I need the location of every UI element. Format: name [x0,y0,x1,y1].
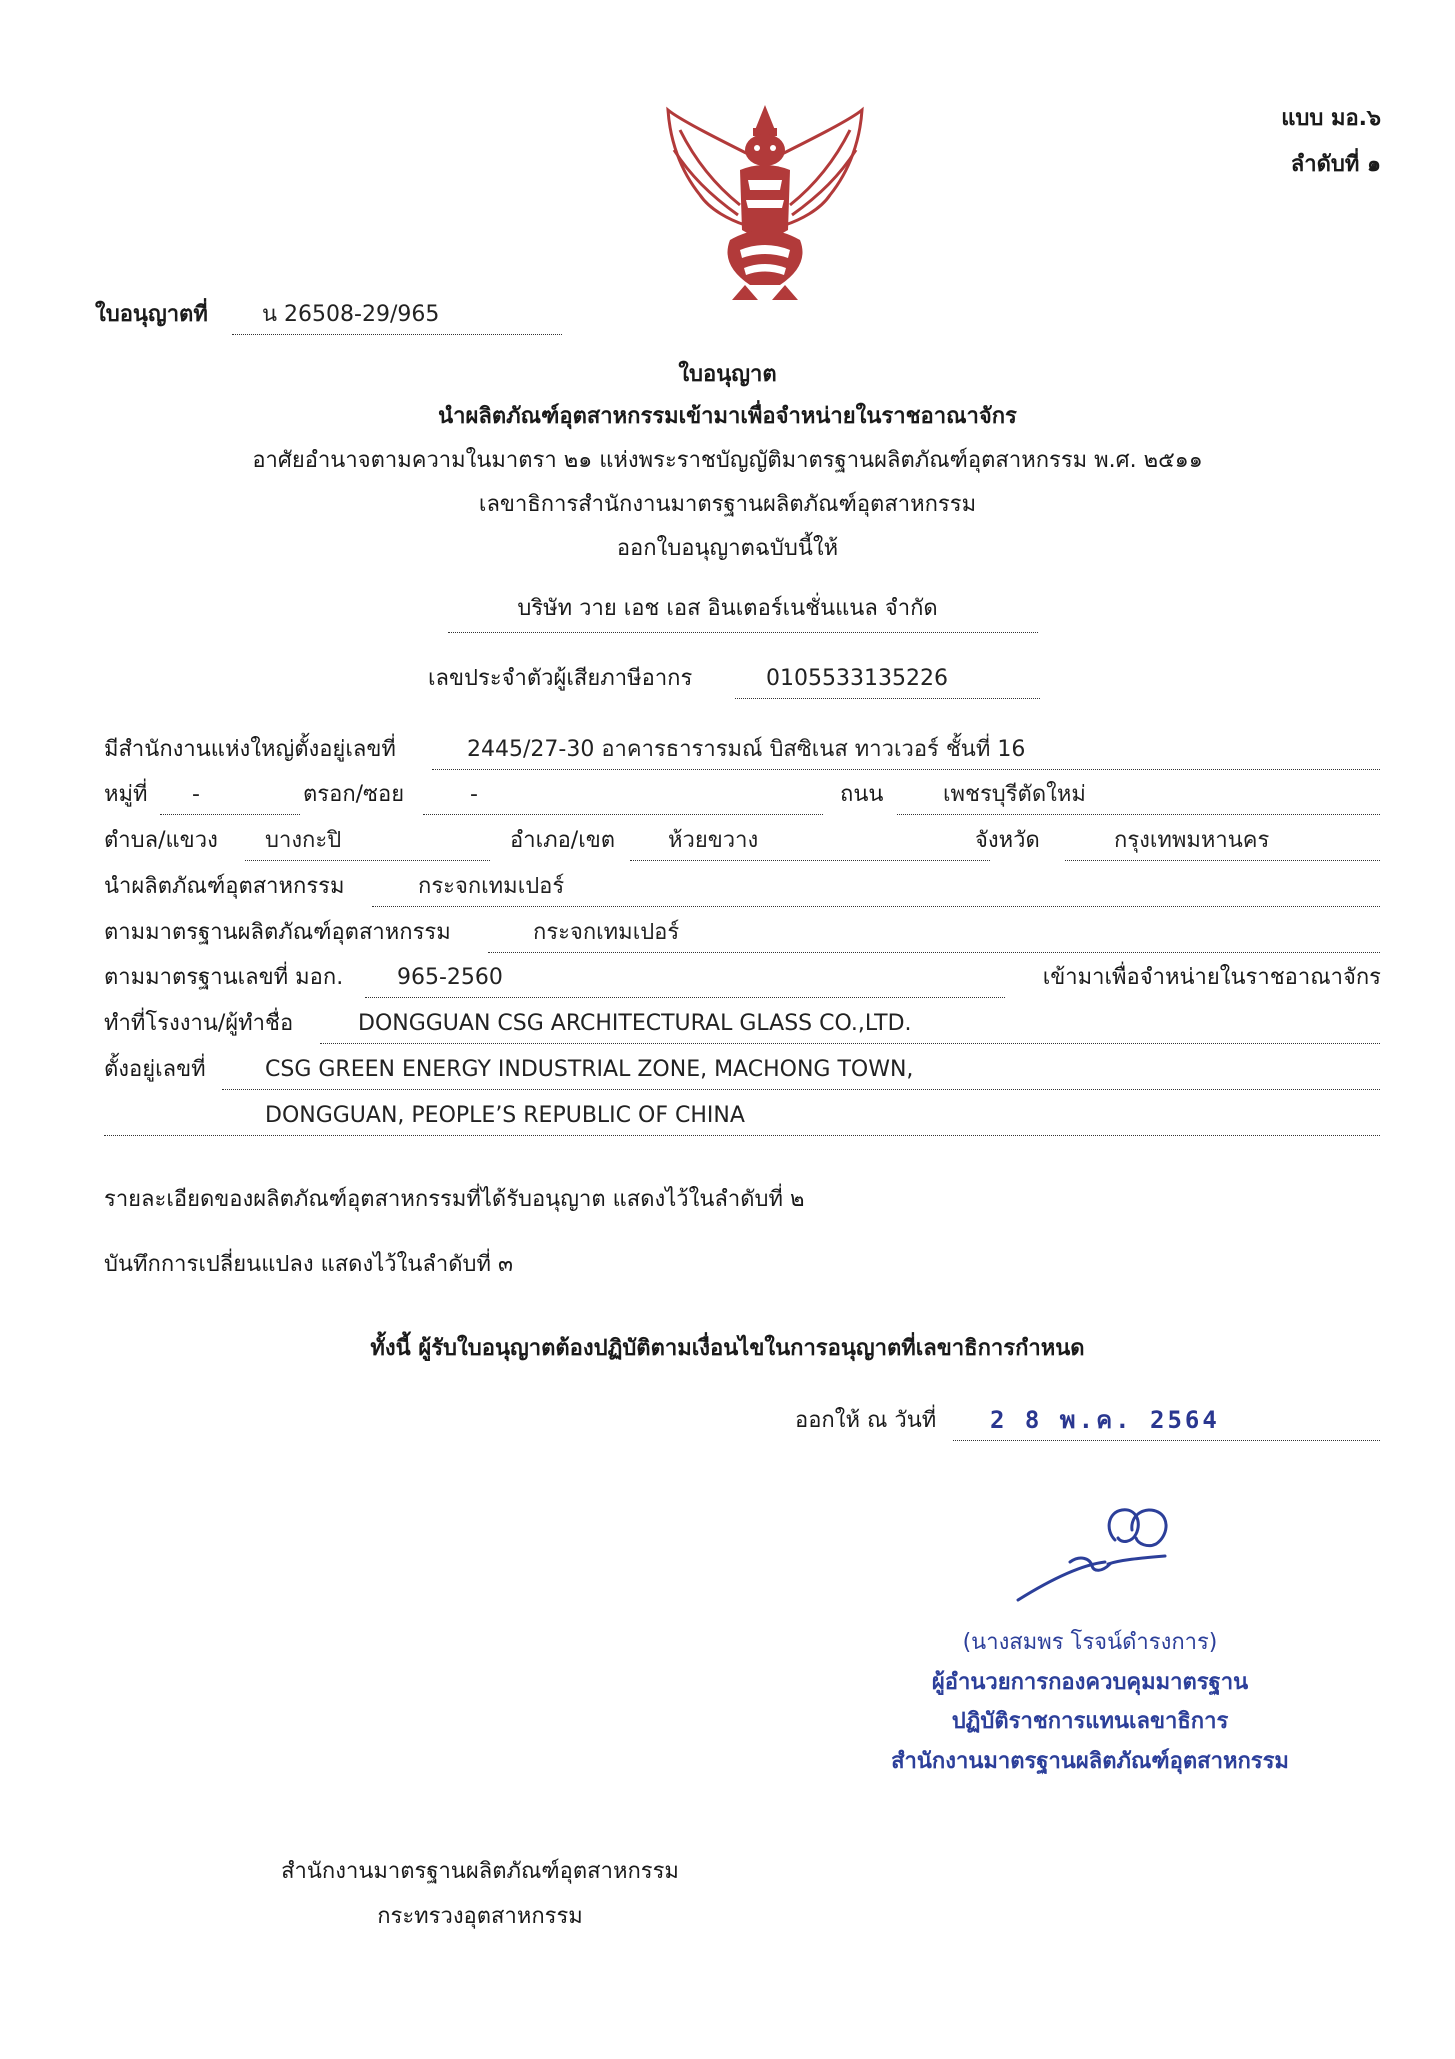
standard-no-label: ตามมาตรฐานเลขที่ มอก. [104,965,344,990]
manufacturer-address-label: ตั้งอยู่เลขที่ [104,1057,206,1082]
moo-value: - [192,782,200,807]
signatory-position: ผู้อำนวยการกองควบคุมมาตรฐาน [931,1670,1249,1695]
province-label: จังหวัด [975,828,1040,853]
footer-office: สำนักงานมาตรฐานผลิตภัณฑ์อุตสาหกรรม [281,1859,679,1884]
condition-note: ทั้งนี้ ผู้รับใบอนุญาตต้องปฏิบัติตามเงื่อนไขในการอนุญาตที่เลขาธิการกำหนด [370,1336,1085,1361]
subdistrict-value: บางกะปิ [265,828,342,853]
tax-id-value: 0105533135226 [766,666,948,691]
footer-ministry: กระทรวงอุตสาหกรรม [377,1904,583,1929]
import-product-value: กระจกเทมเปอร์ [418,874,565,899]
soi-value: - [470,782,478,807]
form-order: ลำดับที่ ๑ [1290,152,1381,177]
licensee-name: บริษัท วาย เอช เอส อินเตอร์เนชั่นแนล จำกัด [517,596,938,621]
standard-no-value: 965-2560 [397,965,503,990]
issue-date-value: 2 8 พ.ค. 2564 [990,1406,1220,1434]
hq-value: 2445/27-30 อาคารธารารมณ์ บิสซิเนส ทาวเวอร์ ชั้นที่ 16 [467,737,1026,762]
manufacturer-label: ทำที่โรงงาน/ผู้ทำชื่อ [104,1011,294,1036]
subdistrict-label: ตำบล/แขวง [104,828,218,853]
hq-label: มีสำนักงานแห่งใหญ่ตั้งอยู่เลขที่ [104,737,396,762]
province-value: กรุงเทพมหานคร [1114,828,1270,853]
document-subtitle: นำผลิตภัณฑ์อุตสาหกรรมเข้ามาเพื่อจำหน่ายในราชอาณาจักร [438,404,1017,429]
garuda-emblem-icon [660,100,870,305]
authority-line-2: เลขาธิการสำนักงานมาตรฐานผลิตภัณฑ์อุตสาหกรรม [478,492,977,517]
road-value: เพชรบุรีตัดใหม่ [943,782,1086,807]
standard-no-suffix: เข้ามาเพื่อจำหน่ายในราชอาณาจักร [1042,965,1381,990]
tax-id-label: เลขประจำตัวผู้เสียภาษีอากร [428,666,693,691]
details-note: รายละเอียดของผลิตภัณฑ์อุตสาหกรรมที่ได้รับอนุญาต แสดงไว้ในลำดับที่ ๒ [104,1187,805,1212]
manufacturer-name: DONGGUAN CSG ARCHITECTURAL GLASS CO.,LTD. [358,1011,912,1036]
standard-value: กระจกเทมเปอร์ [533,920,680,945]
standard-label: ตามมาตรฐานผลิตภัณฑ์อุตสาหกรรม [104,920,451,945]
manufacturer-address-line-1: CSG GREEN ENERGY INDUSTRIAL ZONE, MACHONG TOWN, [265,1057,914,1082]
authority-line-1: อาศัยอำนาจตามความในมาตรา ๒๑ แห่งพระราชบัญญัติมาตรฐานผลิตภัณฑ์อุตสาหกรรม พ.ศ. ๒๕๑๑ [252,448,1203,473]
issue-date-label: ออกให้ ณ วันที่ [795,1408,937,1433]
district-label: อำเภอ/เขต [510,828,616,853]
signatory-acting: ปฏิบัติราชการแทนเลขาธิการ [951,1709,1229,1734]
changes-note: บันทึกการเปลี่ยนแปลง แสดงไว้ในลำดับที่ ๓ [104,1252,514,1277]
moo-label: หมู่ที่ [104,782,148,807]
document-title: ใบอนุญาต [678,362,777,387]
form-code: แบบ มอ.๖ [1281,106,1381,131]
authority-line-3: ออกใบอนุญาตฉบับนี้ให้ [616,536,839,561]
license-number-label: ใบอนุญาตที่ [95,302,208,327]
signature-image [1010,1500,1190,1610]
signatory-name: (นางสมพร โรจน์ดำรงการ) [962,1630,1218,1655]
signatory-office: สำนักงานมาตรฐานผลิตภัณฑ์อุตสาหกรรม [891,1749,1289,1774]
license-number-value: น 26508-29/965 [262,302,440,327]
manufacturer-address-line-2: DONGGUAN, PEOPLE’S REPUBLIC OF CHINA [265,1103,745,1128]
import-product-label: นำผลิตภัณฑ์อุตสาหกรรม [104,874,345,899]
soi-label: ตรอก/ซอย [303,782,405,807]
district-value: ห้วยขวาง [668,828,759,853]
road-label: ถนน [840,782,884,807]
